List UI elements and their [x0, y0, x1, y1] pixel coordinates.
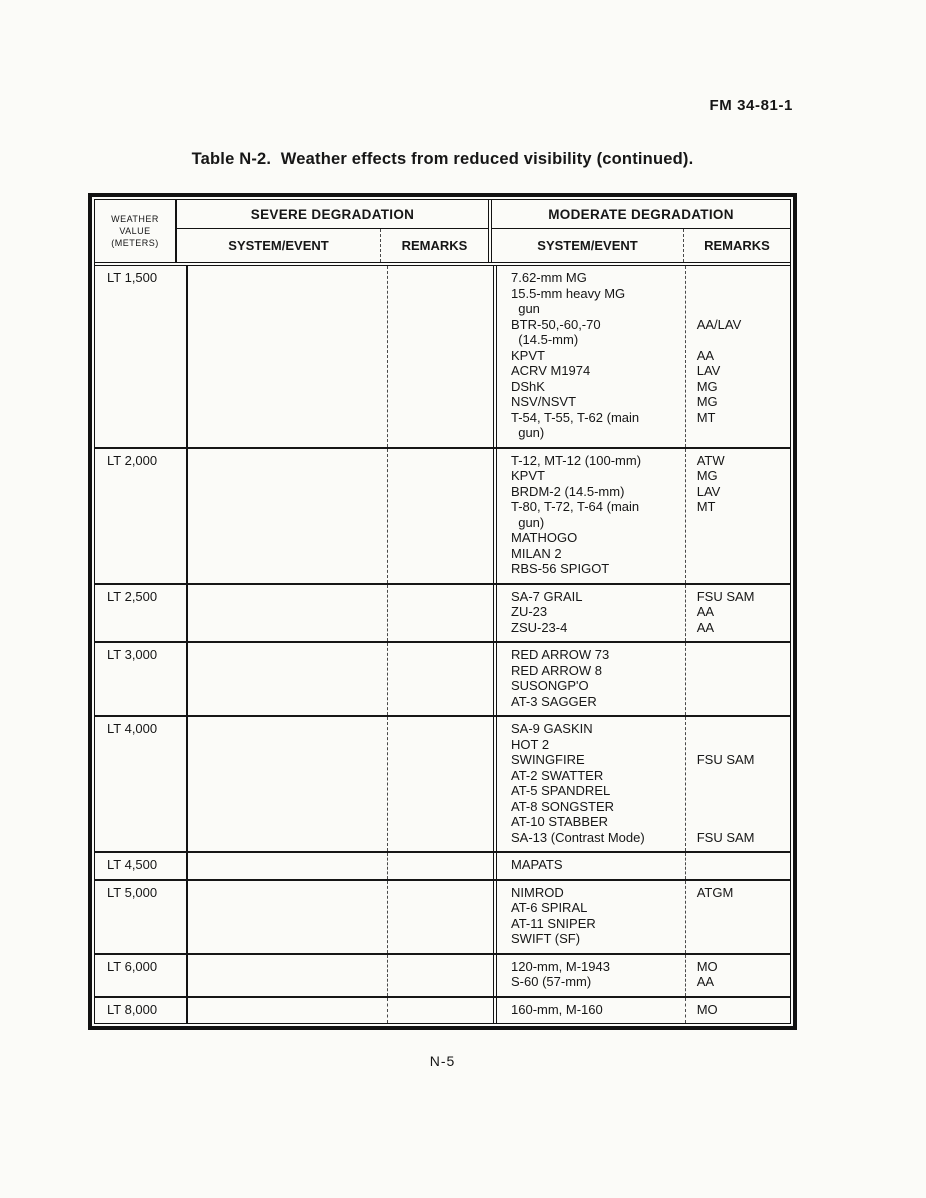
remark-text	[697, 737, 786, 753]
moderate-remarks-cell	[685, 643, 790, 715]
severe-remarks-cell	[387, 643, 493, 715]
system-text: SWINGFIRE	[511, 752, 585, 767]
header-severe-system-event: SYSTEM/EVENT	[228, 238, 329, 253]
system-text: ACRV M1974	[511, 363, 591, 378]
weather-value-cell: LT 5,000	[107, 884, 158, 900]
system-text: 160-mm, M-160	[511, 1001, 603, 1017]
system-text: 15.5-mm heavy MG	[511, 285, 626, 301]
system-text: T-54, T-55, T-62 (main	[511, 409, 640, 425]
system-text: T-80, T-72, T-64 (main	[511, 499, 640, 514]
remark-text: AA	[696, 604, 715, 619]
system-text: RBS-56 SPIGOT	[511, 561, 610, 576]
severe-remarks-cell	[387, 449, 493, 583]
table-row	[95, 583, 790, 642]
moderate-system-event-cell	[493, 955, 685, 996]
header-moderate-remarks: REMARKS	[683, 229, 790, 262]
system-text: ZSU-23-4	[511, 619, 568, 635]
remark-text	[697, 270, 786, 286]
system-text: AT-10 STABBER	[511, 814, 609, 829]
system-text: SA-13 (Contrast Mode)	[511, 829, 645, 845]
table-row	[95, 641, 790, 715]
severe-system-event-cell	[186, 585, 387, 642]
system-text: MILAN 2	[511, 545, 562, 561]
header-moderate-system-event: SYSTEM/EVENT	[537, 238, 638, 253]
system-text: 120-mm, M-1943	[511, 958, 610, 974]
system-text: KPVT	[511, 347, 545, 363]
remark-text	[697, 799, 786, 815]
system-text: AT-6 SPIRAL	[511, 900, 588, 915]
severe-remarks-cell	[387, 585, 493, 642]
remark-text: LAV	[696, 363, 721, 378]
system-text: 7.62-mm MG	[511, 270, 587, 285]
severe-remarks-cell	[387, 853, 493, 879]
weather-value-cell: LT 2,500	[107, 588, 158, 604]
weather-effects-table	[88, 193, 797, 1030]
system-text: RED ARROW 8	[511, 662, 603, 678]
system-text: gun	[511, 301, 540, 316]
severe-system-event-cell	[186, 643, 387, 715]
remark-text	[697, 515, 786, 531]
remark-text: MT	[696, 409, 716, 425]
remark-text	[697, 425, 786, 441]
remark-text	[697, 546, 786, 562]
header-severe-subrow	[177, 229, 488, 262]
system-text: AT-11 SNIPER	[511, 915, 596, 931]
remark-text	[697, 857, 786, 873]
moderate-remarks-cell	[685, 853, 790, 879]
remark-text: FSU SAM	[696, 588, 755, 604]
severe-system-event-cell	[186, 266, 387, 447]
header-weather-value	[95, 200, 175, 262]
remark-text: MG	[696, 468, 718, 483]
severe-system-event-cell	[186, 449, 387, 583]
table-row	[95, 447, 790, 583]
header-moderate-subrow	[492, 229, 790, 262]
severe-remarks-cell	[387, 717, 493, 851]
header-moderate-degradation: MODERATE DEGRADATION	[492, 200, 790, 229]
severe-remarks-cell	[387, 998, 493, 1024]
remark-text: MO	[696, 958, 718, 974]
moderate-remarks-cell	[685, 449, 790, 583]
system-text: gun)	[511, 514, 545, 530]
remark-text	[697, 721, 786, 737]
severe-remarks-cell	[387, 266, 493, 447]
header-group-severe	[175, 200, 488, 262]
remark-text	[697, 663, 786, 679]
table-row	[95, 879, 790, 953]
system-text: BTR-50,-60,-70	[511, 316, 601, 332]
remark-text	[697, 931, 786, 947]
severe-system-event-cell	[186, 881, 387, 953]
table-header	[95, 200, 790, 266]
weather-value-cell: LT 2,000	[107, 452, 158, 468]
remark-text: MG	[696, 394, 718, 409]
system-text: SA-9 GASKIN	[511, 721, 593, 736]
header-severe-remarks: REMARKS	[380, 229, 488, 262]
severe-system-event-cell	[186, 717, 387, 851]
weather-value-cell: LT 8,000	[107, 1001, 158, 1017]
severe-system-event-cell	[186, 998, 387, 1024]
system-text: DShK	[511, 378, 545, 394]
system-text: AT-8 SONGSTER	[511, 798, 615, 814]
remark-text: AA	[696, 619, 715, 635]
remark-text: FSU SAM	[696, 752, 755, 767]
remark-text	[697, 694, 786, 710]
system-text: T-12, MT-12 (100-mm)	[511, 452, 642, 468]
moderate-system-event-cell	[493, 881, 685, 953]
moderate-remarks-cell	[685, 585, 790, 642]
remark-text: AA	[696, 347, 715, 363]
moderate-system-event-cell	[493, 585, 685, 642]
remark-text: AA	[696, 974, 715, 989]
moderate-remarks-cell	[685, 717, 790, 851]
remark-text	[697, 301, 786, 317]
remark-text	[697, 783, 786, 799]
moderate-system-event-cell	[493, 643, 685, 715]
moderate-system-event-cell	[493, 717, 685, 851]
weather-value-cell: LT 4,500	[107, 857, 158, 872]
moderate-system-event-cell	[493, 853, 685, 879]
moderate-remarks-cell	[685, 998, 790, 1024]
severe-remarks-cell	[387, 955, 493, 996]
moderate-remarks-cell	[685, 266, 790, 447]
header-weather-line3: (METERS)	[111, 238, 159, 248]
system-text: SUSONGP'O	[511, 678, 589, 693]
table-frame	[94, 199, 791, 1024]
system-text: KPVT	[511, 468, 545, 483]
system-text: S-60 (57-mm)	[511, 974, 592, 989]
severe-remarks-cell	[387, 881, 493, 953]
header-severe-degradation: SEVERE DEGRADATION	[177, 200, 488, 229]
remark-text	[697, 647, 786, 663]
weather-value-cell: LT 1,500	[107, 270, 158, 285]
table-row	[95, 953, 790, 996]
moderate-system-event-cell	[493, 998, 685, 1024]
table-row	[95, 996, 790, 1024]
system-text: MATHOGO	[511, 530, 578, 545]
system-text: ZU-23	[511, 604, 548, 619]
system-text: AT-5 SPANDREL	[511, 783, 611, 798]
remark-text	[697, 768, 786, 784]
remark-text: LAV	[696, 483, 721, 499]
remark-text: MO	[696, 1001, 718, 1017]
moderate-system-event-cell	[493, 266, 685, 447]
system-text: NSV/NSVT	[511, 394, 577, 409]
table-row	[95, 715, 790, 851]
system-text: AT-2 SWATTER	[511, 767, 604, 783]
page-number: N-5	[429, 1053, 456, 1069]
remark-text: AA/LAV	[696, 316, 742, 332]
remark-text	[697, 916, 786, 932]
header-weather-line2: VALUE	[119, 226, 151, 236]
remark-text: ATGM	[696, 884, 734, 900]
moderate-remarks-cell	[685, 955, 790, 996]
remark-text	[697, 530, 786, 546]
remark-text: ATW	[696, 452, 725, 468]
remark-text: MT	[696, 499, 716, 514]
system-text: (14.5-mm)	[511, 332, 579, 347]
remark-text	[697, 286, 786, 302]
severe-system-event-cell	[186, 955, 387, 996]
severe-system-event-cell	[186, 853, 387, 879]
system-text: gun)	[511, 425, 545, 440]
system-text: AT-3 SAGGER	[511, 693, 597, 709]
system-text: NIMROD	[511, 884, 564, 900]
weather-value-cell: LT 3,000	[107, 647, 158, 662]
weather-value-cell: LT 6,000	[107, 958, 158, 974]
remark-text: FSU SAM	[696, 829, 755, 845]
weather-value-cell: LT 4,000	[107, 721, 158, 736]
system-text: HOT 2	[511, 736, 550, 752]
document-page	[88, 0, 797, 1069]
moderate-remarks-cell	[685, 881, 790, 953]
remark-text	[697, 900, 786, 916]
remark-text	[697, 561, 786, 577]
remark-text: MG	[696, 378, 718, 394]
remark-text	[697, 814, 786, 830]
system-text: BRDM-2 (14.5-mm)	[511, 483, 625, 499]
table-row	[95, 266, 790, 447]
doc-reference: FM 34-81-1	[709, 97, 793, 114]
header-group-moderate	[488, 200, 790, 262]
remark-text	[697, 332, 786, 348]
system-text: SA-7 GRAIL	[511, 588, 583, 604]
system-text: MAPATS	[511, 857, 563, 872]
system-text: SWIFT (SF)	[511, 931, 581, 946]
moderate-system-event-cell	[493, 449, 685, 583]
header-weather-line1: WEATHER	[111, 214, 159, 224]
table-title: Table N-2. Weather effects from reduced visibility (continued).	[191, 150, 694, 168]
remark-text	[697, 678, 786, 694]
table-row	[95, 851, 790, 879]
table-body	[95, 266, 790, 1023]
system-text: RED ARROW 73	[511, 647, 610, 662]
